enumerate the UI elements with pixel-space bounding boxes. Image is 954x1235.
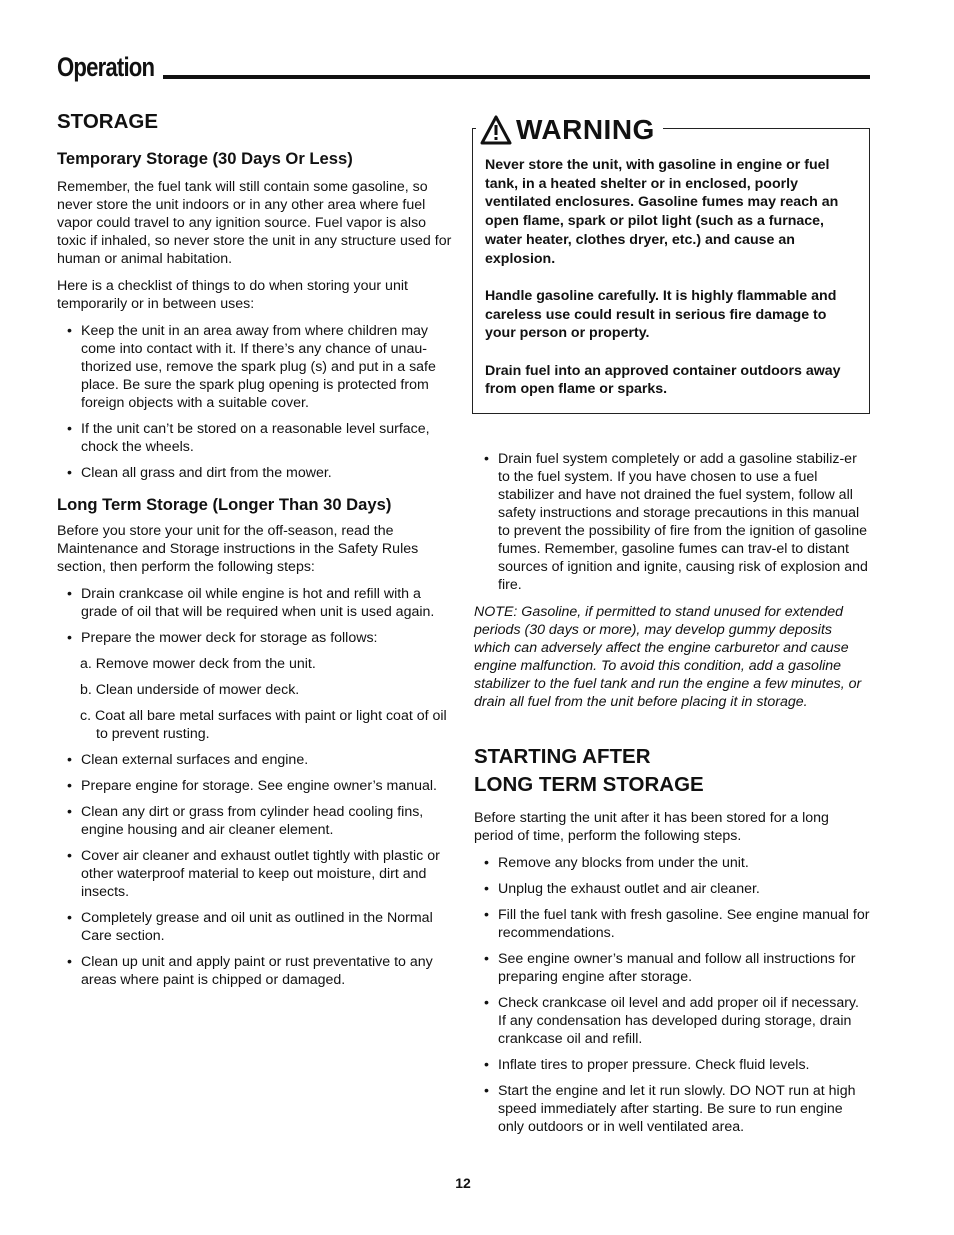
starting-paragraph: Before starting the unit after it has been stored for a long period of time, perform the following steps.: [474, 810, 829, 844]
list-item: • See engine owner’s manual and follow all instructions for preparing engine after storage.: [474, 950, 870, 986]
warning-text: [485, 156, 860, 399]
list-item: • Inflate tires to proper pressure. Check fluid levels.: [474, 1056, 870, 1074]
list-item: • Clean external surfaces and engine.: [57, 751, 455, 769]
warning-header: [476, 112, 663, 148]
temporary-storage-heading: Temporary Storage (30 Days Or Less): [57, 149, 353, 168]
list-item: • Prepare engine for storage. See engine owner’s manual.: [57, 777, 455, 795]
right-column: [474, 450, 870, 1144]
list-item: • If the unit can’t be stored on a reasonable level surface, chock the wheels.: [57, 420, 455, 456]
heading-line: STARTING AFTER: [474, 745, 651, 768]
starting-after-storage-heading: [474, 743, 870, 799]
list-item: • Unplug the exhaust outlet and air cleaner.: [474, 880, 870, 898]
list-item: • Keep the unit in an area away from where children may come into contact with it. If there’s any chance of unau-thorized use, remove the spark plug (s) and put in a safe place. Be sure the spark plug opening is protected from foreign objects with a suitable cover.: [57, 322, 455, 412]
temporary-storage-paragraph-1: Remember, the fuel tank will still contain some gasoline, so never store the unit indoors or in any other area where fuel vapor could travel to any ignition source. Fuel vapor is also toxic if inhaled, so never store the unit in any structure used for human or animal habitation.: [57, 179, 452, 267]
page-number: 12: [455, 1175, 471, 1191]
fuel-system-step: [474, 450, 870, 594]
list-item: • Prepare the mower deck for storage as follows:: [57, 629, 455, 647]
warning-title: WARNING: [516, 114, 655, 145]
left-column: [57, 108, 455, 997]
list-item: • Completely grease and oil unit as outlined in the Normal Care section.: [57, 909, 455, 945]
list-item: • Remove any blocks from under the unit.: [474, 854, 870, 872]
warning-triangle-icon: [480, 115, 512, 145]
warning-paragraph: Never store the unit, with gasoline in engine or fuel tank, in a heated shelter or in enclosed, poorly ventilated enclosures. Gasoline fumes may reach an open flame, spark or pilot light (such as a furnace, water heater, clothes dryer, etc.) and cause an explosion.: [485, 157, 839, 267]
list-item: • Fill the fuel tank with fresh gasoline. See engine manual for recommendations.: [474, 906, 870, 942]
warning-paragraph: Handle gasoline carefully. It is highly flammable and careless use could result in serious fire damage to your person or property.: [485, 287, 837, 342]
list-item: • Check crankcase oil level and add proper oil if necessary. If any condensation has developed during storage, drain crankcase oil and refill.: [474, 994, 870, 1048]
heading-line: LONG TERM STORAGE: [474, 773, 704, 796]
list-item: • Start the engine and let it run slowly. DO NOT run at high speed immediately after starting. Be sure to run engine only outdoors or in well ventilated area.: [474, 1082, 870, 1136]
warning-paragraph: Drain fuel into an approved container outdoors away from open flame or sparks.: [485, 362, 841, 398]
long-term-storage-paragraph: Before you store your unit for the off-season, read the Maintenance and Storage instructions in the Safety Rules section, then perform the following steps:: [57, 523, 419, 575]
list-item: • Clean any dirt or grass from cylinder head cooling fins, engine housing and air cleaner element.: [57, 803, 455, 839]
section-title: Operation: [57, 52, 155, 82]
list-item: • Clean all grass and dirt from the mower.: [57, 464, 455, 482]
sub-step-item: a. Remove mower deck from the unit.: [80, 656, 316, 672]
sub-step-item: c. Coat all bare metal surfaces with paint or light coat of oil to prevent rusting.: [80, 708, 447, 742]
long-term-storage-steps-continued: [57, 751, 455, 989]
temporary-storage-paragraph-2: Here is a checklist of things to do when storing your unit temporarily or in between uses:: [57, 278, 408, 312]
long-term-storage-steps: [57, 585, 455, 647]
storage-heading: STORAGE: [57, 110, 158, 133]
starting-steps: [474, 854, 870, 1136]
list-item: • Clean up unit and apply paint or rust preventative to any areas where paint is chipped or damaged.: [57, 953, 455, 989]
gasoline-note: NOTE: Gasoline, if permitted to stand unused for extended periods (30 days or more), may develop gummy deposits which can adversely affect the engine carburetor and cause engine malfunction. To avoid this condition, add a gasoline stabilizer to the fuel tank and run the engine a few minutes, or drain all fuel from the unit before placing it in storage.: [474, 604, 862, 710]
mower-deck-sub-steps: [57, 655, 455, 743]
list-item: • Drain fuel system completely or add a gasoline stabiliz-er to the fuel system. If you have chosen to use a fuel stabilizer and have not drained the fuel system, follow all safety instructions and storage precautions in this manual to prevent the possibility of fire from the ignition of gasoline fumes. Remember, gasoline fumes can trav-el to distant sources of ignition and ignite, causing risk of explosion and fire.: [474, 450, 870, 594]
sub-step-item: b. Clean underside of mower deck.: [80, 682, 300, 698]
list-item: • Cover air cleaner and exhaust outlet tightly with plastic or other waterproof material to keep out moisture, dirt and insects.: [57, 847, 455, 901]
header-rule: [163, 75, 870, 79]
long-term-storage-heading: Long Term Storage (Longer Than 30 Days): [57, 495, 392, 514]
temporary-storage-checklist: [57, 322, 455, 482]
list-item: • Drain crankcase oil while engine is hot and refill with a grade of oil that will be required when unit is used again.: [57, 585, 455, 621]
